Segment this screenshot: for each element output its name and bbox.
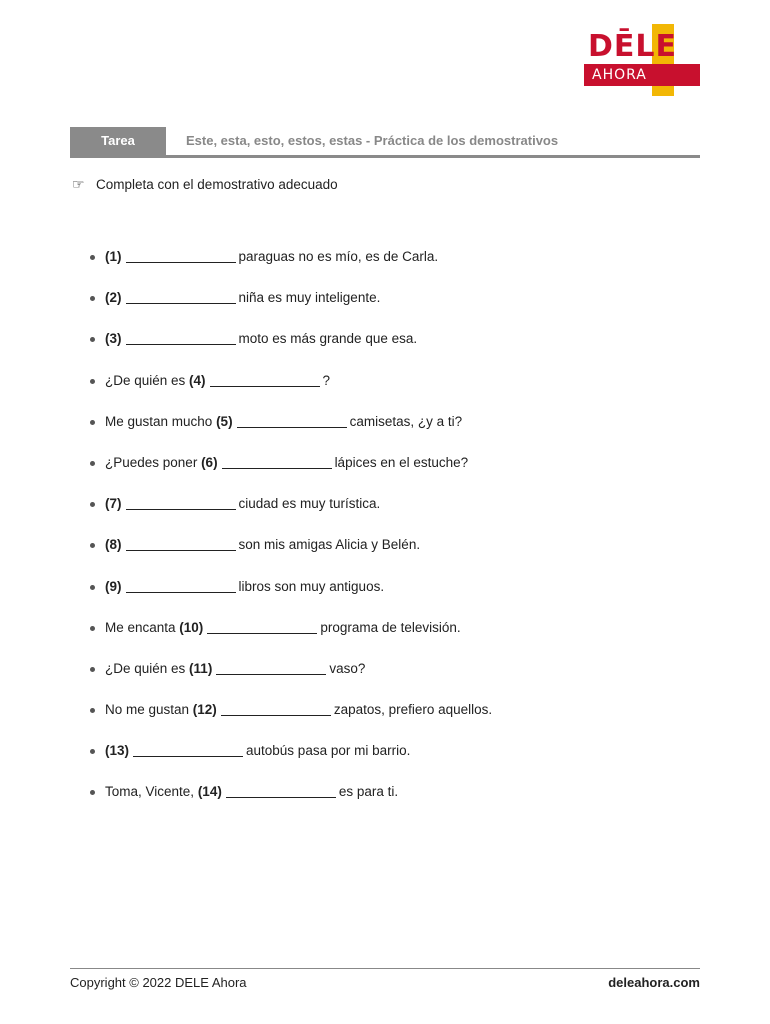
dele-ahora-logo: [584, 24, 700, 98]
exercise-item: [90, 780, 690, 821]
item-number: (14): [197, 784, 222, 800]
item-text-before: ¿De quién es: [105, 372, 190, 388]
exercise-item: [90, 492, 690, 533]
item-text-before: Me encanta: [105, 619, 180, 635]
instruction-text: Completa con el demostrativo adecuado: [96, 177, 338, 192]
item-text-after: zapatos, prefiero aquellos.: [333, 702, 493, 718]
item-number: (1): [105, 249, 122, 264]
item-number: (8): [105, 537, 122, 553]
logo-dele-text: DĒLE: [588, 29, 678, 64]
item-number: (6): [201, 454, 218, 470]
item-text-before: No me gustan: [105, 702, 193, 718]
exercise-list: [90, 245, 690, 822]
item-text-after: vaso?: [329, 660, 366, 676]
exercise-item: [90, 369, 690, 410]
item-text-after: es para ti.: [338, 784, 399, 800]
exercise-item: [90, 657, 690, 698]
logo-ahora-text: AHORA: [592, 67, 647, 83]
answer-blank[interactable]: [126, 289, 236, 304]
exercise-item: [90, 245, 690, 286]
answer-blank[interactable]: [216, 660, 326, 675]
item-text-after: ?: [322, 372, 331, 388]
item-number: (9): [105, 578, 122, 594]
item-text-after: ciudad es muy turística.: [238, 496, 381, 512]
item-text-before: ¿Puedes poner: [105, 454, 202, 470]
item-text-after: camisetas, ¿y a ti?: [349, 413, 463, 429]
exercise-item: [90, 533, 690, 574]
answer-blank[interactable]: [226, 783, 336, 798]
exercise-item: [90, 698, 690, 739]
item-number: (2): [105, 290, 122, 306]
item-text-after: lápices en el estuche?: [334, 454, 469, 470]
answer-blank[interactable]: [237, 413, 347, 428]
item-text-before: ¿De quién es: [105, 660, 190, 676]
item-number: (12): [192, 702, 217, 718]
answer-blank[interactable]: [126, 248, 236, 263]
item-number: (4): [189, 372, 206, 388]
task-title: Este, esta, esto, estos, estas - Práctica de los demostrativos: [186, 133, 559, 148]
answer-blank[interactable]: [210, 372, 320, 387]
copyright: Copyright © 2022 DELE Ahora: [70, 975, 247, 990]
item-text-after: niña es muy inteligente.: [238, 290, 381, 306]
item-text-after: moto es más grande que esa.: [238, 331, 418, 347]
exercise-item: [90, 739, 690, 780]
item-number: (3): [105, 331, 122, 347]
answer-blank[interactable]: [126, 330, 236, 345]
answer-blank[interactable]: [126, 536, 236, 551]
exercise-item: [90, 575, 690, 616]
site-url: deleahora.com: [608, 975, 700, 990]
instruction: [72, 177, 338, 193]
answer-blank[interactable]: [221, 701, 331, 716]
answer-blank[interactable]: [126, 578, 236, 593]
item-number: (11): [189, 660, 213, 676]
answer-blank[interactable]: [126, 495, 236, 510]
header-rule: [70, 155, 700, 158]
exercise-item: [90, 327, 690, 368]
answer-blank[interactable]: [133, 742, 243, 757]
item-number: (5): [216, 413, 233, 429]
item-text-after: autobús pasa por mi barrio.: [246, 743, 411, 759]
exercise-item: [90, 286, 690, 327]
answer-blank[interactable]: [222, 454, 332, 469]
item-number: (13): [105, 743, 130, 759]
item-text-after: son mis amigas Alicia y Belén.: [238, 537, 421, 553]
item-number: (7): [105, 496, 122, 512]
footer-rule: [70, 968, 700, 969]
task-header: [70, 127, 700, 158]
exercise-item: [90, 616, 690, 657]
item-text-after: libros son muy antiguos.: [238, 578, 385, 594]
item-text-before: Toma, Vicente,: [105, 784, 198, 800]
exercise-item: [90, 451, 690, 492]
pointing-hand-icon: ☞: [72, 177, 85, 193]
task-label: Tarea: [70, 127, 166, 155]
item-number: (10): [179, 619, 204, 635]
item-text-after: paraguas no es mío, es de Carla.: [238, 249, 439, 264]
item-text-after: programa de televisión.: [320, 619, 461, 635]
exercise-item: [90, 410, 690, 451]
answer-blank[interactable]: [207, 619, 317, 634]
item-text-before: Me gustan mucho: [105, 413, 217, 429]
